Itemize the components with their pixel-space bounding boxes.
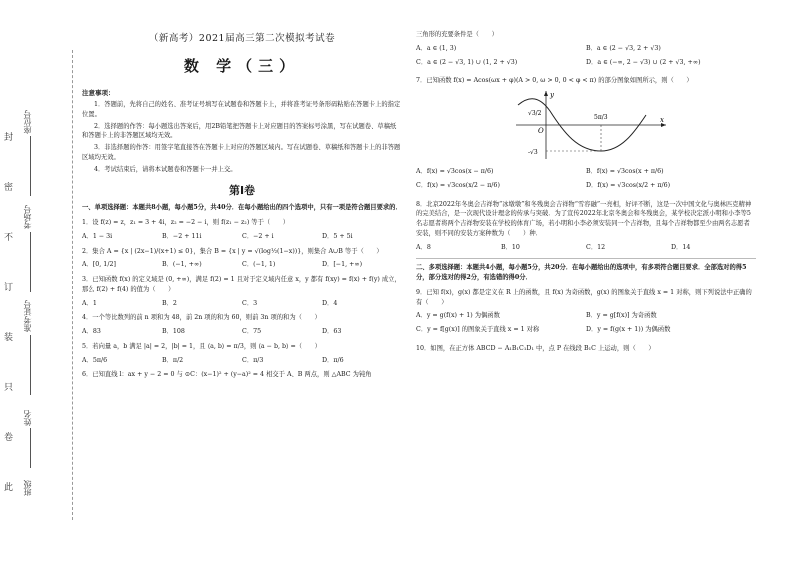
binding-char: 此 (4, 483, 14, 493)
option-d: D．f(x) = √3cos(x/2 + π/6) (586, 181, 671, 189)
student-info-fields (22, 110, 44, 510)
option-b: B．2 (162, 299, 177, 307)
question-10: 10．如图，在正方体 ABCD − A₁B₁C₁D₁ 中，点 P 在线段 B₁C 上运动，则（ ） (416, 344, 655, 352)
binding-char: 不 (4, 233, 14, 243)
x-axis-label: x (660, 116, 664, 124)
option-a: A．1 − 3i (82, 232, 113, 240)
question-6: 6．已知直线 l：ax + y − 2 = 0 与 ⊙C：(x−1)² + (y−a)² = 4 相交于 A、B 两点，则 △ABC 为钝角 (82, 371, 372, 379)
class-label: 班级 (23, 480, 32, 496)
part-one-title: 第Ⅰ卷 (228, 184, 256, 198)
note-item: 3．非选择题的作答：用签字笔直接答在答题卡上对应的答题区域内。写在试题卷、草稿纸和答题卡上的非答题区域均无效。 (82, 144, 401, 161)
seat-number-label: 座位号 (23, 110, 32, 134)
option-b: B．(−1, +∞) (162, 261, 202, 269)
question-3-options (82, 299, 402, 309)
option-c: C．(−1, 1) (242, 261, 276, 269)
note-item: 1．答题前，先将自己的姓名、准考证号填写在试题卷和答题卡上，并将准考证号条形码粘贴在答题卡上的指定位置。 (82, 101, 401, 118)
question-6-continued: 三角形的充要条件是（ ） (416, 31, 498, 38)
option-b: B．108 (162, 328, 185, 336)
exam-room-label: 考场号 (23, 205, 32, 229)
question-2-options (82, 260, 402, 270)
binding-warning (4, 130, 18, 493)
question-7-options (416, 167, 756, 195)
section-divider (416, 258, 756, 259)
option-c: C．a ∈ (2 − √3, 1) ∪ (1, 2 + √3) (416, 58, 518, 66)
option-a: A．83 (82, 328, 101, 336)
option-d: D．π/6 (322, 356, 344, 364)
ticket-number-label: 准考证号 (23, 300, 32, 332)
section-two-heading: 二、多项选择题：本题共4小题，每小题5分，共20分．在每小题给出的选项中，有多项符合题目要求．全部选对的得5分，部分选对的得2分，有选错的得0分． (416, 264, 747, 281)
question-9-options (416, 311, 756, 339)
binding-char: 订 (4, 283, 14, 293)
y-axis-label: y (550, 91, 554, 99)
option-c: C．f(x) = √3cos(x/2 − π/6) (416, 181, 500, 189)
binding-line (72, 50, 73, 520)
exam-room-line[interactable] (30, 232, 31, 292)
option-b: B．a ∈ (2 − √3, 2 + √3) (586, 44, 661, 52)
option-a: A．8 (416, 243, 431, 251)
binding-char: 装 (4, 333, 14, 343)
y-min-label: -√3 (528, 149, 538, 156)
question-9: 9．已知 f(x)，g(x) 都是定义在 R 上的函数，且 f(x) 为奇函数，g(x) 的图象关于直线 x = 1 对称，则下列说法中正确的有（ ） (416, 288, 752, 306)
option-a: A．a ∈ (1, 3) (416, 44, 457, 52)
cosine-graph (506, 89, 676, 161)
binding-char: 封 (4, 133, 14, 143)
option-b: B．10 (501, 243, 520, 251)
option-d: D．[−1, +∞) (322, 261, 363, 269)
cosine-graph-figure (416, 89, 756, 163)
binding-char: 卷 (4, 433, 14, 443)
option-b: B．−2 + 11i (162, 232, 202, 240)
binding-char: 密 (4, 183, 14, 193)
origin-label: O (538, 127, 544, 135)
option-d: D．y = f(g(x + 1)) 为偶函数 (586, 326, 671, 333)
note-item: 4．考试结束后，请将本试题卷和答题卡一并上交。 (94, 165, 237, 173)
question-6-options (416, 44, 756, 72)
question-8-options (416, 243, 756, 253)
option-a: A．[0, 1/2] (82, 261, 116, 269)
option-d: D．4 (322, 299, 338, 307)
right-column (416, 30, 756, 540)
question-2: 2．集合 A = {x | (2x−1)/(x+1) ≤ 0}，集合 B = {x | y = √(log½(1−x))}，则集合 A∪B 等于（ ） (82, 247, 383, 255)
option-a: A．y = g(f(x) + 1) 为偶函数 (416, 312, 500, 320)
option-d: D．5 + 5i (322, 232, 353, 240)
question-4: 4．一个等比数列的前 n 项和为 48，前 2n 项的和为 60，则前 3n 项的和为（ ） (82, 314, 321, 322)
question-1-options (82, 232, 402, 242)
option-c: C．y = f[g(x)] 的图象关于直线 x = 1 对称 (416, 326, 540, 333)
option-b: B．y = g[f(x)] 为奇函数 (586, 312, 657, 320)
option-d: D．63 (322, 328, 342, 336)
question-5: 5．若向量 a，b 满足 |a| = 2，|b| = 1，且 ⟨a, b⟩ = π/3，则 ⟨a − b, b⟩ =（ ） (82, 342, 321, 350)
option-a: A．1 (82, 299, 97, 307)
option-d: D．a ∈ (−∞, 2 − √3) ∪ (2 + √3, +∞) (586, 58, 701, 66)
question-8: 8．北京2022年冬奥会吉祥物“冰墩墩”和冬残奥会吉祥物“雪容融”一亮相，好评不断，这是一次中国文化与奥林匹克精神的完美结合，是一次现代设计理念的传承与突破．为了宣传2022年北京冬奥会和冬残奥会，某学校决定派小明和小李等5名志愿者将两个吉祥物安装在学校的体育广场，若小明和小李必须安装同一个吉祥物，且每个吉祥物都至少由两名志愿者安装，则不同的安装方案种数为（ ）种． (416, 200, 752, 237)
option-a: A．5π/6 (82, 356, 108, 364)
question-5-options (82, 356, 402, 366)
y-axis-arrow (544, 91, 548, 96)
ticket-number-line[interactable] (30, 335, 31, 395)
option-c: C．12 (586, 243, 606, 251)
option-c: C．75 (242, 328, 262, 336)
question-4-options (82, 327, 402, 337)
question-3: 3．已知函数 f(x) 的定义域是 (0, +∞)，满足 f(2) = 1 且对于定义域内任意 x，y 都有 f(xy) = f(x) + f(y) 成立，那么 f(2) + f(4) 的值为（ ） (82, 276, 401, 293)
option-a: A．f(x) = √3cos(x − π/6) (416, 168, 494, 175)
name-line[interactable] (30, 428, 31, 468)
name-label: 姓名 (23, 410, 32, 426)
option-b: B．f(x) = √3cos(x + π/6) (586, 168, 664, 175)
section-one-heading: 一、单项选择题：本题共8小题，每小题5分，共40分．在每小题给出的四个选项中，只有一项是符合题目要求的． (82, 204, 402, 212)
notes-heading: 注意事项： (82, 88, 115, 97)
left-column (82, 30, 402, 540)
note-item: 2．选择题的作答：每小题选出答案后，用2B铅笔把答题卡上对应题目的答案标号涂黑，写在试题卷、草稿纸和答题卡上的非答题区域均无效。 (82, 122, 397, 140)
y-tick-label: √3/2 (528, 110, 542, 117)
exam-title: （新高考）2021届高三第二次模拟考试卷 (148, 33, 336, 44)
binding-char: 只 (4, 383, 14, 393)
option-c: C．π/3 (242, 356, 264, 364)
option-c: C．3 (242, 299, 258, 307)
option-b: B．π/2 (162, 356, 184, 364)
option-d: D．14 (671, 243, 691, 251)
x-tick-label: 5π/3 (594, 114, 608, 121)
seat-number-line[interactable] (30, 136, 31, 196)
exam-subtitle: 数 学（三） (183, 56, 301, 75)
question-7: 7．已知函数 f(x) = Acos(ωx + φ)(A > 0, ω > 0, 0 < φ < π) 的部分图象如图所示，则（ ） (416, 77, 693, 85)
question-1: 1．设 f(z) = z，z₁ = 3 + 4i，z₂ = −2 − i，则 f(z₁ − z₂) 等于（ ） (82, 219, 290, 227)
option-c: C．−2 + i (242, 232, 274, 240)
